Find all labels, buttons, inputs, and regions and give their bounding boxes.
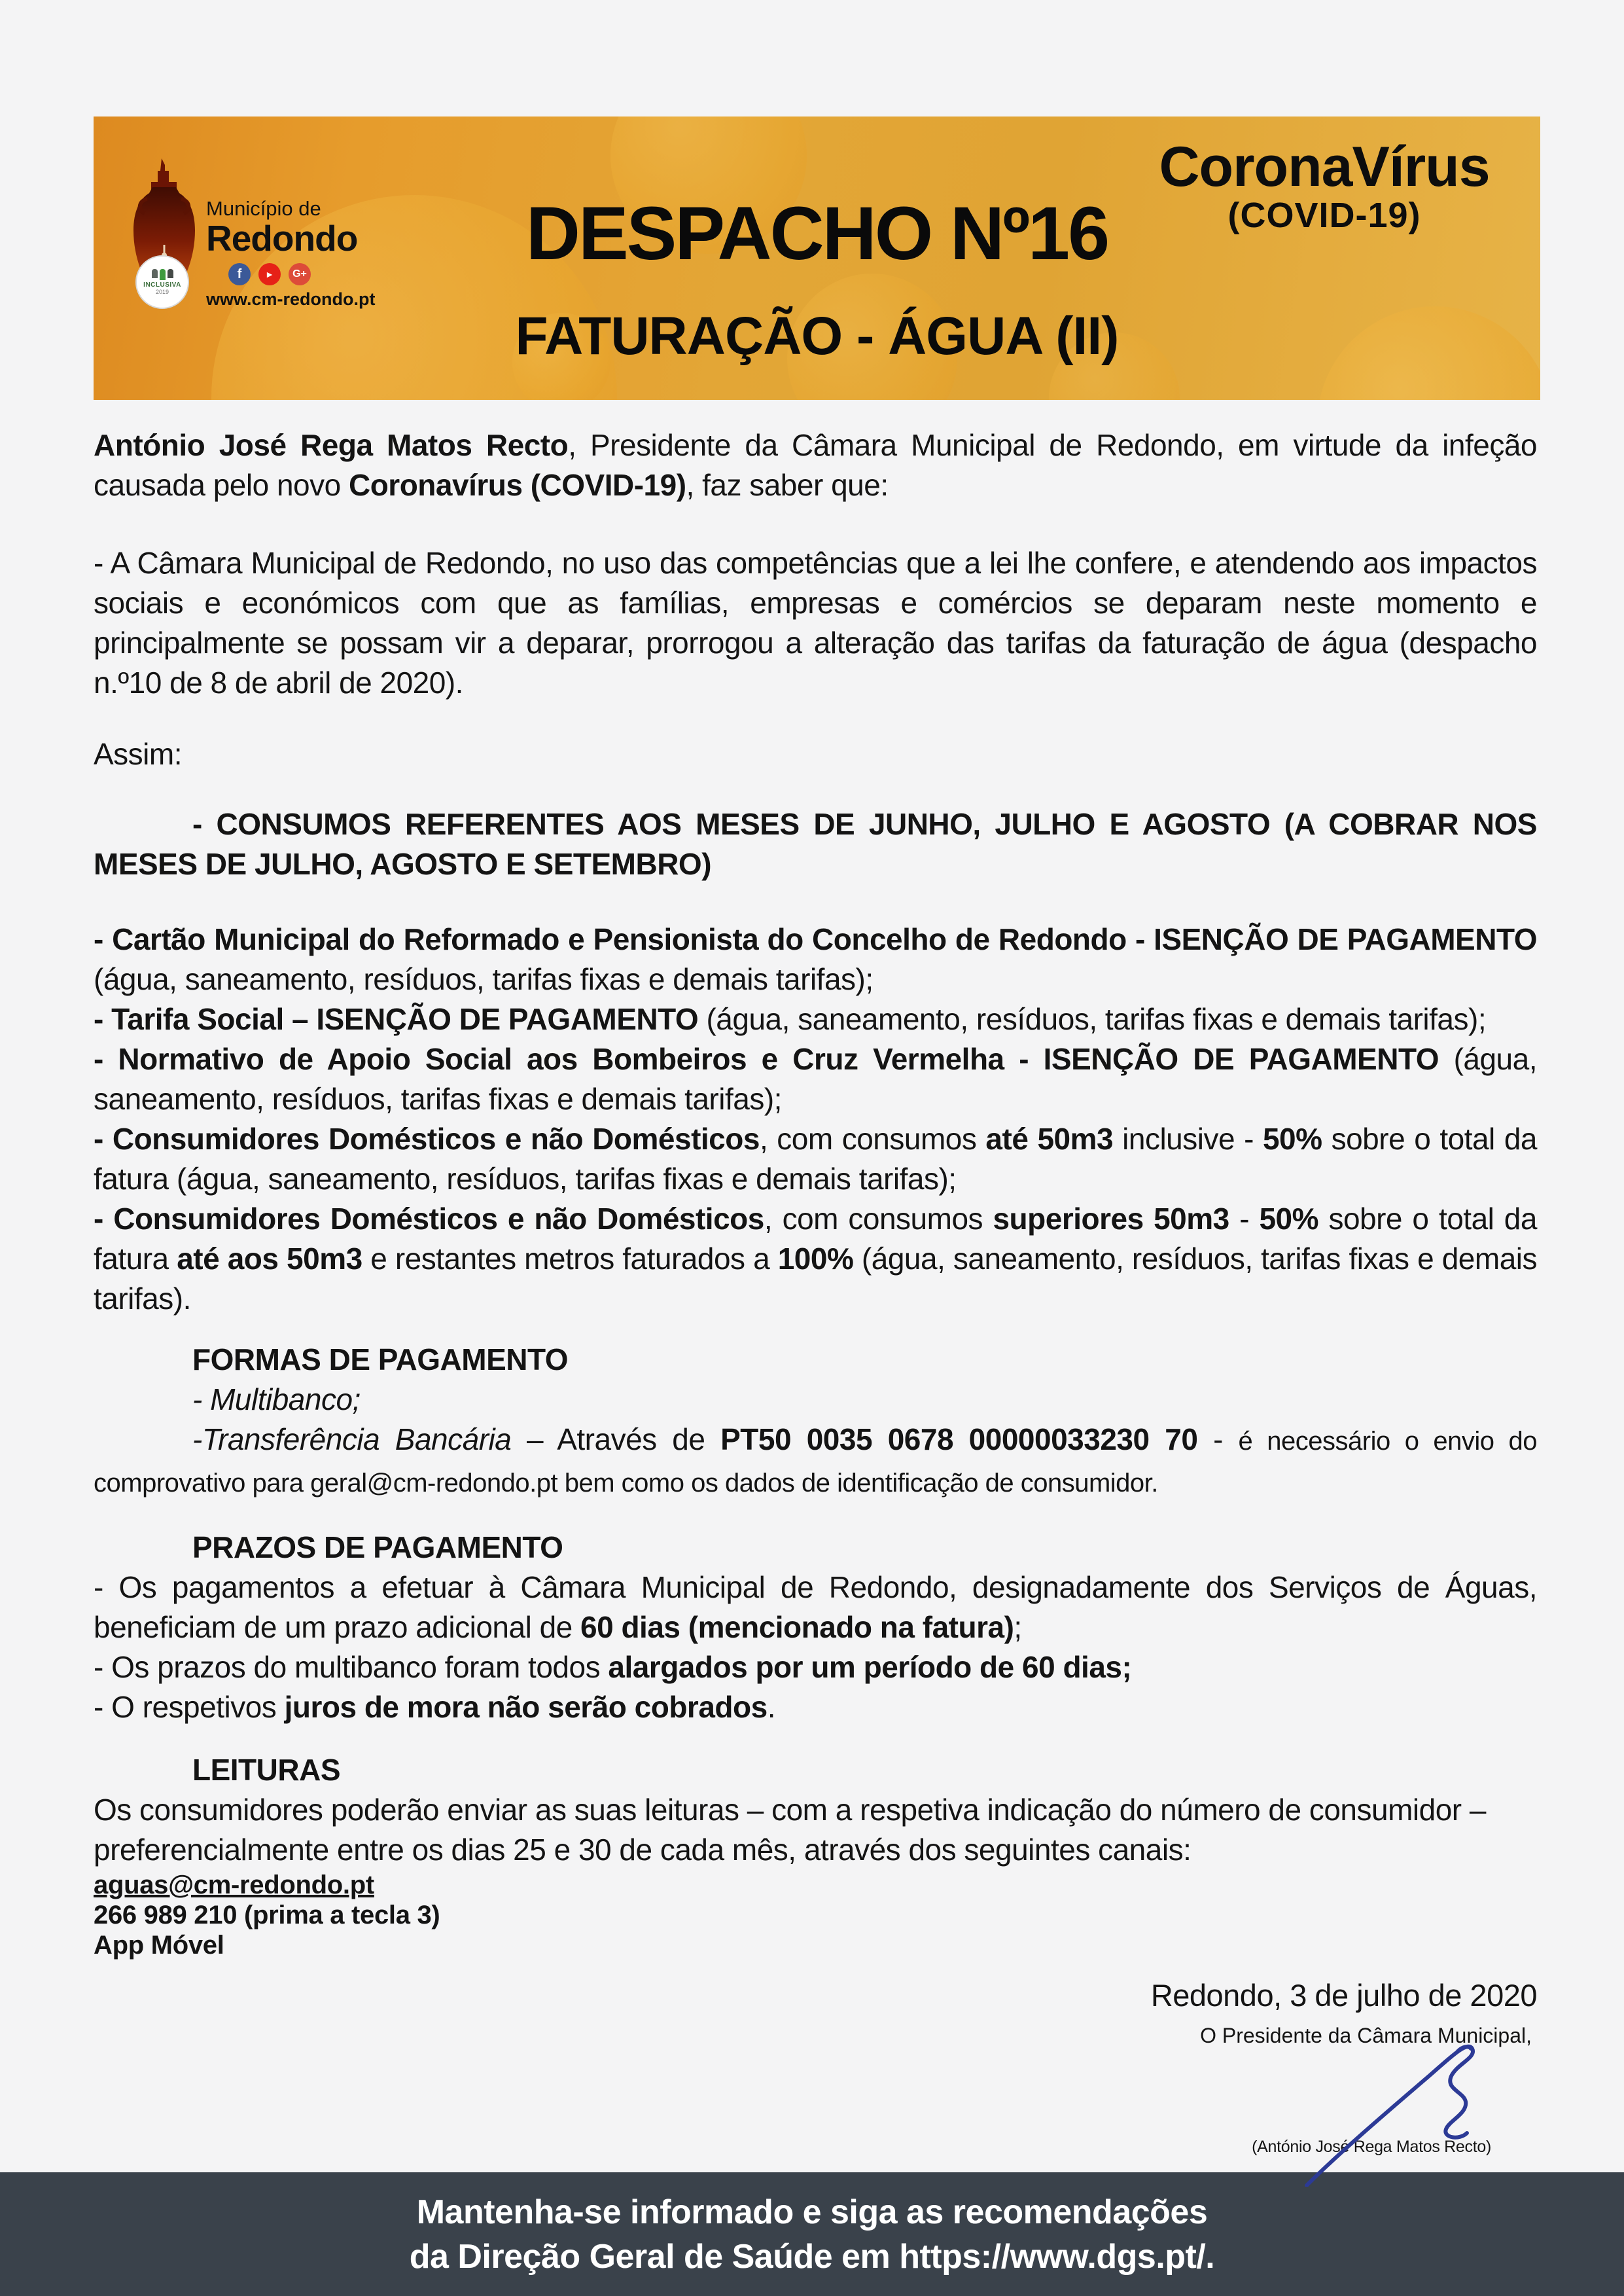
text-run: juros de mora não serão cobrados [284, 1690, 768, 1724]
date-line: Redondo, 3 de julho de 2020 [1150, 1978, 1537, 2013]
logo-line1: Município de [206, 197, 321, 220]
text-run: – Através de [511, 1422, 721, 1456]
text-run: 100% [777, 1242, 854, 1276]
text-run: António José Rega Matos Recto [94, 428, 569, 462]
google-plus-icon[interactable]: G+ [289, 263, 311, 285]
text-run: - [192, 1422, 202, 1456]
text-run: Transferência Bancária [202, 1422, 512, 1456]
paragraph [94, 1420, 1537, 1503]
text-run: , Presidente da Câmara Municipal de Redondo, em virtude da infeção causada pelo novo [94, 428, 1537, 502]
text-run: PRAZOS DE PAGAMENTO [192, 1530, 563, 1564]
text-run: e restantes metros faturados a [362, 1242, 778, 1276]
signature-block [94, 2048, 1537, 2163]
paragraph [94, 920, 1537, 999]
youtube-icon[interactable]: ► [258, 263, 281, 285]
logo-website[interactable]: www.cm-redondo.pt [206, 289, 376, 309]
text-run: é necessário o envio do comprovativo para geral@cm-redondo.pt bem como os dados de identificação de consumidor. [94, 1427, 1538, 1498]
text-run: - [1229, 1202, 1260, 1236]
corona-label [1141, 135, 1508, 236]
paragraph [94, 1900, 1537, 1930]
paragraph [94, 425, 1537, 505]
footer-line2: da Direção Geral de Saúde em https://www.dgs.pt/. [409, 2237, 1215, 2276]
text-run: , faz saber que: [686, 468, 889, 502]
footer-line1: Mantenha-se informado e siga as recomendações [416, 2193, 1208, 2231]
text-run: - CONSUMOS REFERENTES AOS MESES DE JUNHO, JULHO E AGOSTO (A COBRAR NOS MESES DE JULHO, AGOSTO E SETEMBRO) [94, 807, 1537, 881]
paragraph [192, 1340, 1537, 1380]
paragraph [94, 1790, 1537, 1870]
text-run: 50% [1262, 1122, 1322, 1156]
footer-banner [0, 2172, 1624, 2296]
paragraph [94, 1687, 1537, 1727]
text-run: 266 989 210 (prima a tecla 3) [94, 1901, 440, 1929]
paragraph [94, 804, 1537, 884]
text-run: (água, saneamento, resíduos, tarifas fixas e demais tarifas); [94, 962, 874, 996]
text-run: , com consumos [759, 1122, 986, 1156]
paragraph [94, 1870, 1537, 1900]
signature [1295, 2030, 1511, 2187]
paragraph [94, 1199, 1537, 1319]
text-run: sobre o total da fatura (água, saneamento, resíduos, tarifas fixas e demais tarifas); [94, 1122, 1537, 1196]
corona-title: CoronaVírus [1159, 135, 1490, 198]
paragraph [192, 1750, 1537, 1790]
text-run: 60 dias (mencionado na fatura) [580, 1610, 1014, 1644]
text-run: - Multibanco; [192, 1382, 361, 1416]
text-run: (água, saneamento, resíduos, tarifas fixas e demais tarifas). [94, 1242, 1538, 1316]
text-run: PT50 0035 0678 00000033230 70 [720, 1422, 1198, 1456]
signer-role: O Presidente da Câmara Municipal, [1200, 2024, 1532, 2047]
text-run: - O respetivos [94, 1690, 285, 1724]
text-run: - Consumidores Domésticos e não Domésticos [94, 1122, 760, 1156]
badge-year: 2019 [155, 289, 169, 295]
signature-area [94, 1977, 1537, 2163]
text-run: superiores 50m3 [993, 1202, 1229, 1236]
social-icons [228, 263, 311, 285]
text-run: sobre o total da fatura [94, 1202, 1537, 1276]
badge-figures [152, 269, 173, 280]
text-run: - Normativo de Apoio Social aos Bombeiros e Cruz Vermelha - ISENÇÃO DE PAGAMENTO [94, 1042, 1439, 1076]
paragraph [94, 734, 1537, 774]
inclusiva-badge [135, 255, 189, 309]
text-run: Os consumidores poderão enviar as suas leituras – com a respetiva indicação do número de consumidor – preferencialmente entre os dias 25 e 30 de cada mês, através dos seguintes canais: [94, 1793, 1486, 1867]
text-run: - Os pagamentos a efetuar à Câmara Municipal de Redondo, designadamente dos Serviços de Águas, beneficiam de um prazo adicional de [94, 1570, 1537, 1644]
page-title: DESPACHO Nº16 [525, 192, 1108, 276]
document-body [94, 425, 1537, 2163]
text-run: 50% [1259, 1202, 1319, 1236]
text-run: LEITURAS [192, 1753, 340, 1787]
text-run: Assim: [94, 737, 182, 771]
text-run: FORMAS DE PAGAMENTO [192, 1342, 569, 1376]
paragraph [94, 543, 1537, 703]
text-run: , com consumos [764, 1202, 993, 1236]
text-run: - A Câmara Municipal de Redondo, no uso das competências que a lei lhe confere, e atendendo aos impactos sociais e económicos com que as famílias, empresas e comércios se deparam neste momento e principalmente se possam vir a deparar, prorrogou a alteração das tarifas da faturação de água (despacho n.º10 de 8 de abril de 2020). [94, 546, 1537, 700]
text-run: (água, saneamento, resíduos, tarifas fixas e demais tarifas); [698, 1002, 1487, 1036]
text-run: - [1197, 1422, 1239, 1456]
paragraph [94, 999, 1537, 1039]
text-run: - Cartão Municipal do Reformado e Pensionista do Concelho de Redondo - ISENÇÃO DE PAGAMENTO [94, 922, 1537, 956]
paragraph [192, 1528, 1537, 1568]
paragraph [94, 1119, 1537, 1199]
paragraph [94, 1568, 1537, 1647]
signer-name: (António José Rega Matos Recto) [1252, 2138, 1491, 2156]
badge-label: INCLUSIVA [143, 281, 181, 289]
text-run: ; [1014, 1610, 1022, 1644]
header-banner [94, 117, 1540, 400]
text-run: . [767, 1690, 775, 1724]
corona-subtitle: (COVID-19) [1227, 196, 1421, 235]
email-link[interactable]: aguas@cm-redondo.pt [94, 1871, 374, 1899]
page-subtitle: FATURAÇÃO - ÁGUA (II) [515, 306, 1119, 366]
paragraph [94, 1039, 1537, 1119]
paragraph [94, 1930, 1537, 1960]
text-run: App Móvel [94, 1931, 224, 1960]
text-run: inclusive - [1113, 1122, 1263, 1156]
text-run: - Os prazos do multibanco foram todos [94, 1650, 609, 1684]
text-run: Coronavírus (COVID-19) [348, 468, 686, 502]
text-run: - Consumidores Domésticos e não Domésticos [94, 1202, 764, 1236]
text-run: - Tarifa Social – ISENÇÃO DE PAGAMENTO [94, 1002, 699, 1036]
text-run: alargados por um período de 60 dias; [608, 1650, 1132, 1684]
paragraph [94, 1647, 1537, 1687]
text-run: (água, saneamento, resíduos, tarifas fixas e demais tarifas); [94, 1042, 1538, 1116]
logo-line2: Redondo [206, 218, 358, 259]
facebook-icon[interactable]: f [228, 263, 251, 285]
text-run: até aos 50m3 [177, 1242, 362, 1276]
paragraph [192, 1380, 1537, 1420]
text-run: até 50m3 [985, 1122, 1114, 1156]
